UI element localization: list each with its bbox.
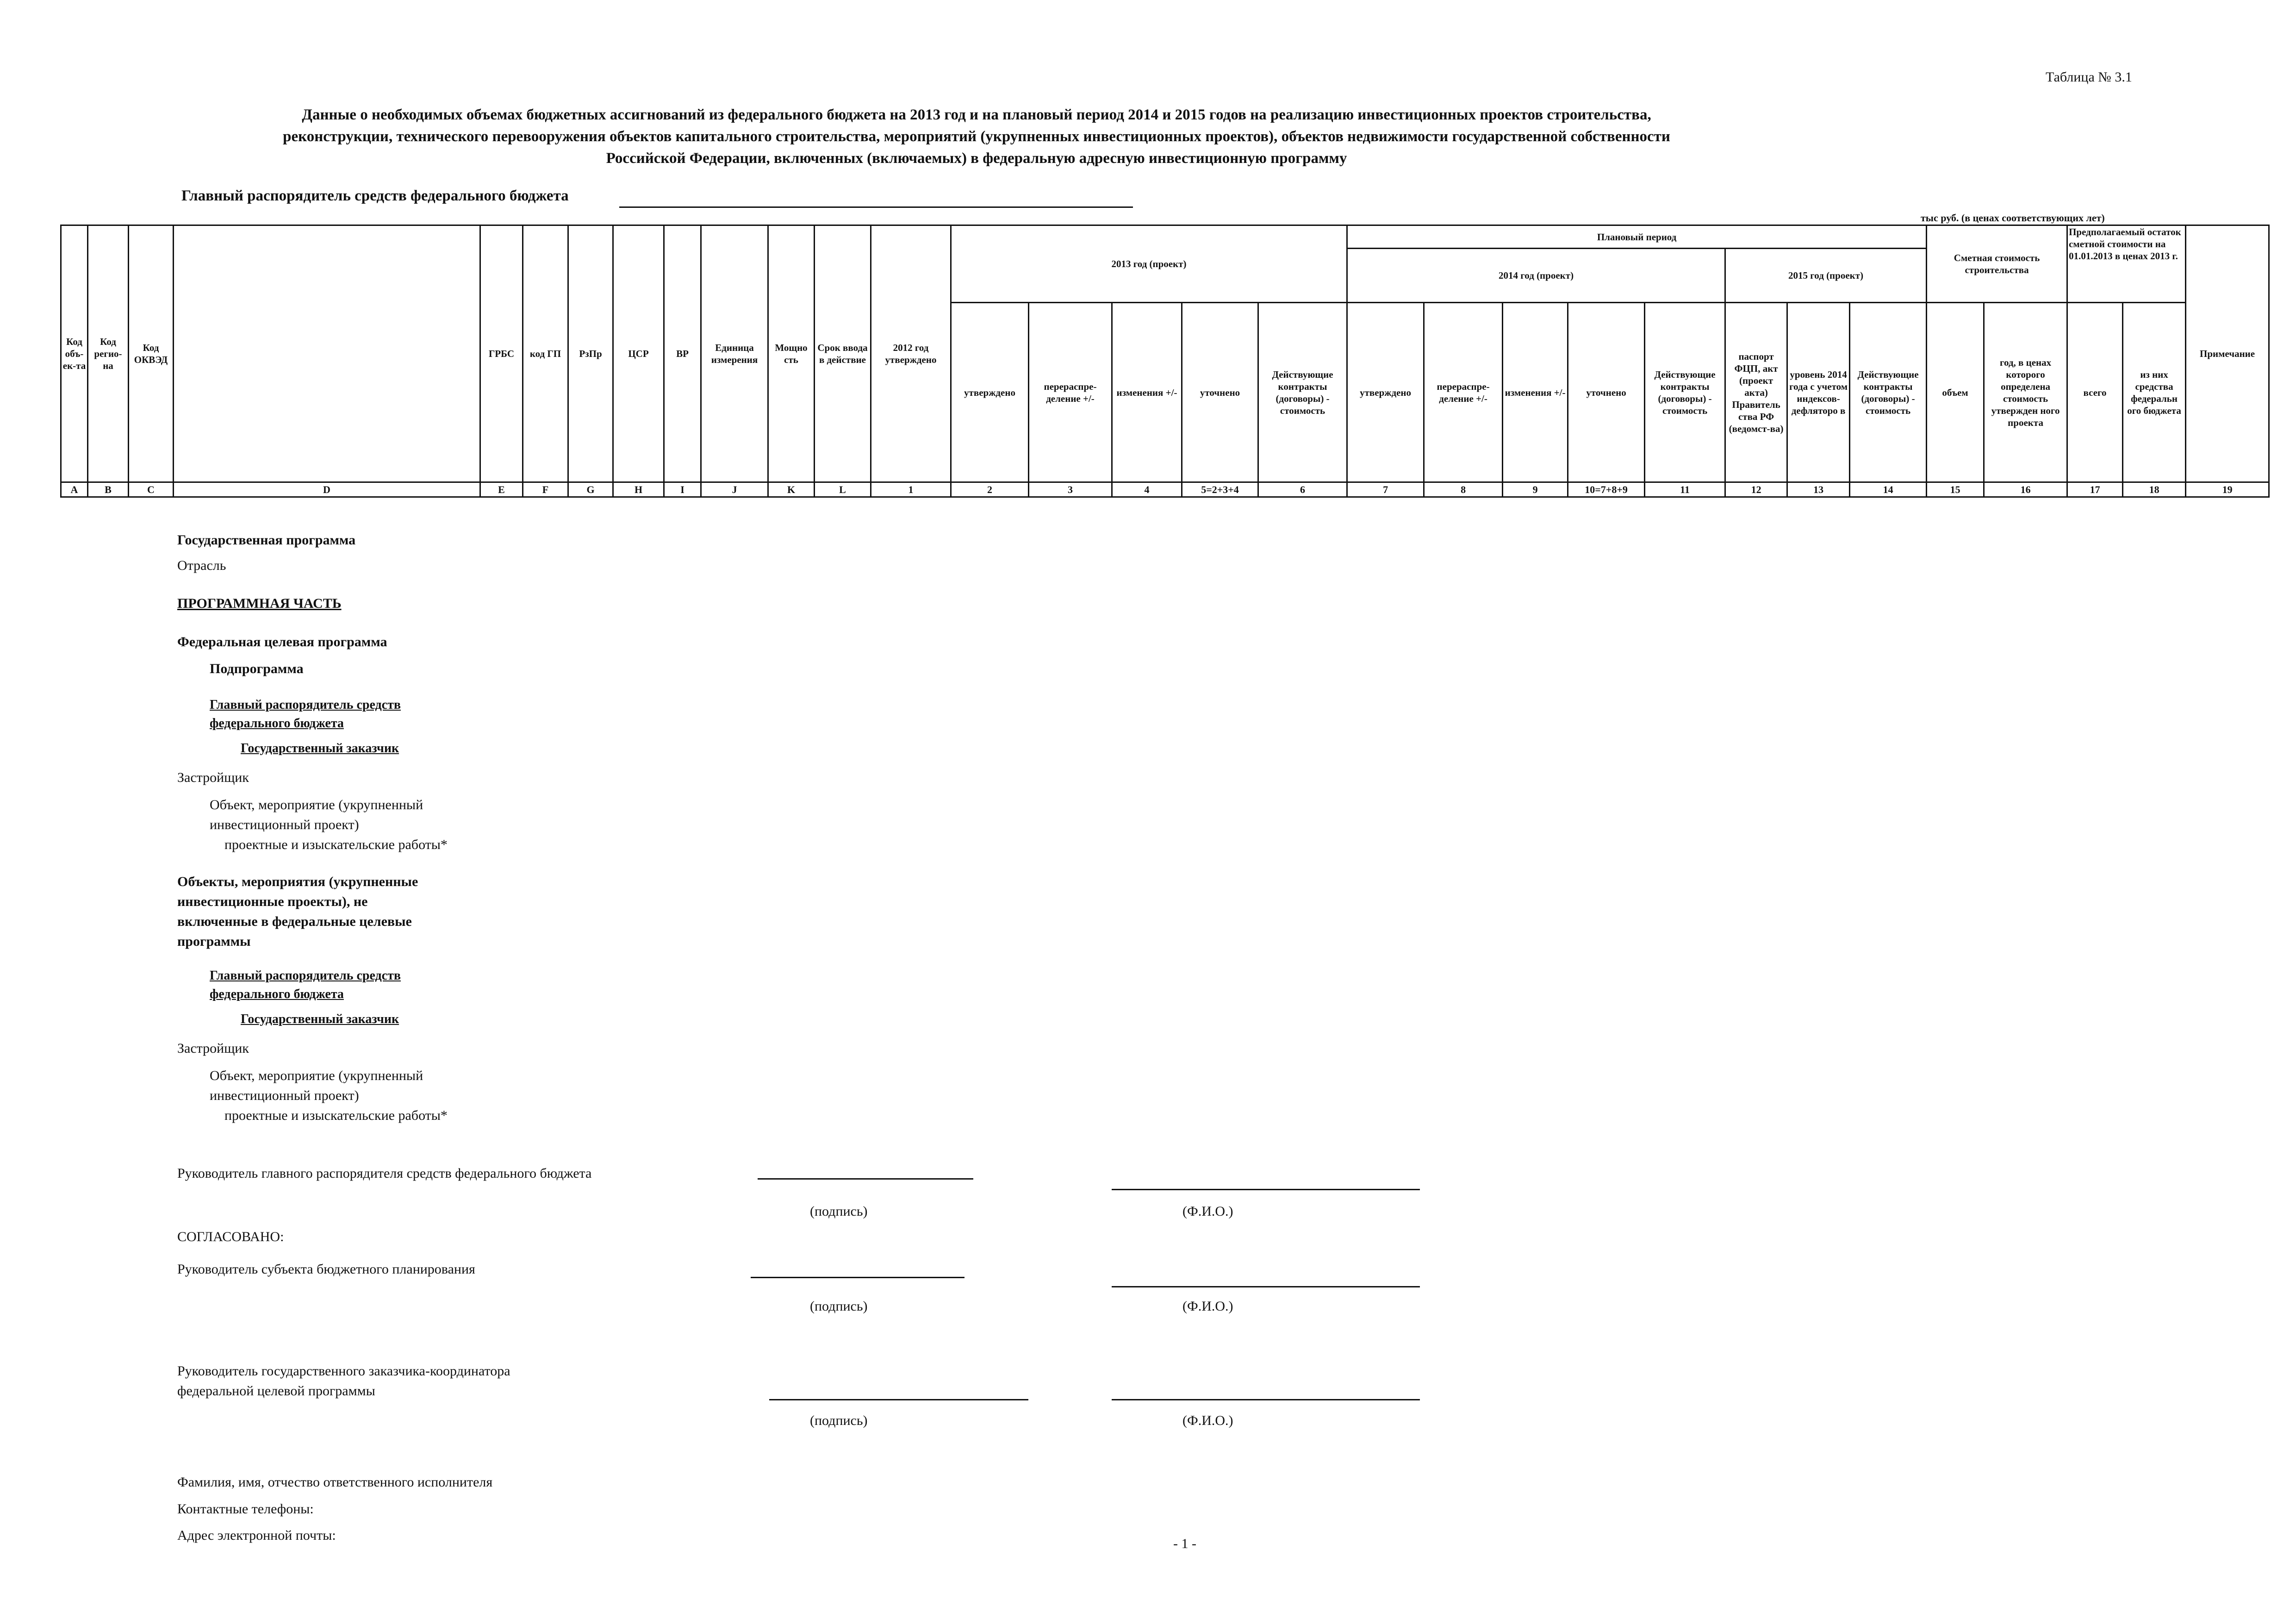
col-head-11: Действующие контракты (договоры) - стоимость [1645,303,1725,482]
code-cell: 15 [1927,482,1984,497]
object-block-1 [210,795,448,855]
manager-name-line [1112,1189,1420,1190]
signature-caption-2: (подпись) [810,1299,868,1314]
coordinator-name-line [1112,1399,1420,1400]
main-manager-label: Главный распорядитель средств федерального бюджета [181,187,569,204]
signature-caption-3: (подпись) [810,1413,868,1428]
col-head-a: Код объ-ек-та [61,225,88,482]
group-planned-period: Плановый период [1347,225,1927,249]
developer-label-1: Застройщик [177,770,249,785]
name-caption-3: (Ф.И.О.) [1182,1413,1233,1428]
col-head-9: изменения +/- [1503,303,1568,482]
col-head-3: перераспре-деление +/- [1029,303,1112,482]
main-manager-line-1: Главный распорядитель средств [210,968,401,983]
code-cell: G [568,482,613,497]
table-number: Таблица № 3.1 [2046,69,2132,85]
main-manager-line-1: Главный распорядитель средств [210,698,401,712]
code-cell: 18 [2123,482,2186,497]
manager-signature-label: Руководитель главного распорядителя средств федерального бюджета [177,1166,592,1181]
code-cell: E [480,482,523,497]
code-cell: F [523,482,568,497]
col-head-b: Код регио-на [88,225,129,482]
design-works-2: проектные и изыскательские работы* [224,1108,448,1123]
col-head-c: Код ОКВЭД [129,225,174,482]
code-cell: 9 [1503,482,1568,497]
col-head-j: Единица измерения [701,225,768,482]
object-block-2 [210,1066,448,1125]
non-fcp-line: Объекты, мероприятия (укрупненные [177,874,418,889]
signature-caption-1: (подпись) [810,1204,868,1219]
col-head-f: код ГП [523,225,568,482]
code-cell: I [664,482,701,497]
budget-planning-head-label: Руководитель субъекта бюджетного планирования [177,1262,475,1277]
executor-label: Фамилия, имя, отчество ответственного исполнителя [177,1474,493,1490]
code-cell: 2 [951,482,1029,497]
code-cell: 6 [1258,482,1347,497]
col-head-12: паспорт ФЦП, акт (проект акта) Правитель ства РФ (ведомст-ва) [1725,303,1787,482]
col-head-d [174,225,480,482]
code-cell: D [174,482,480,497]
group-2014: 2014 год (проект) [1347,249,1725,303]
main-manager-line-2: федерального бюджета [210,716,344,731]
code-cell: L [815,482,871,497]
manager-signature-line [758,1178,973,1180]
column-codes-row [61,482,2269,497]
code-cell: 4 [1112,482,1182,497]
col-head-18: из них средства федеральн ого бюджета [2123,303,2186,482]
object-line-1: Объект, мероприятие (укрупненный [210,797,423,812]
group-estimate-cost: Сметная стоимость строительства [1927,225,2067,303]
title-line-2: реконструкции, технического перевооружения объектов капитального строительства, мероприятий (укрупненных инвестиционных проектов), объектов недвижимости государственной собственности [283,128,1670,145]
code-cell: H [613,482,664,497]
col-head-l: Срок ввода в действие [815,225,871,482]
group-2015: 2015 год (проект) [1725,249,1927,303]
non-fcp-line: программы [177,934,251,949]
non-fcp-block [177,872,418,951]
code-cell: 14 [1850,482,1927,497]
object-line-2: инвестиционный проект) [210,1088,359,1103]
code-cell: K [768,482,815,497]
col-head-17: всего [2067,303,2123,482]
code-cell: B [88,482,129,497]
col-head-4: изменения +/- [1112,303,1182,482]
budget-table [60,225,2270,498]
program-part-heading: ПРОГРАММНАЯ ЧАСТЬ [177,596,342,611]
code-cell: C [129,482,174,497]
subprogram-label: Подпрограмма [210,661,304,676]
main-manager-block-2 [210,967,401,1004]
col-head-e: ГРБС [480,225,523,482]
col-head-14: Действующие контракты (договоры) - стоимость [1850,303,1927,482]
code-cell: 13 [1787,482,1850,497]
code-cell: 10=7+8+9 [1568,482,1645,497]
code-cell: 17 [2067,482,2123,497]
non-fcp-line: включенные в федеральные целевые [177,914,412,929]
col-head-16: год, в ценах которого определена стоимость утвержден ного проекта [1984,303,2067,482]
col-head-15: объем [1927,303,1984,482]
coordinator-label [177,1361,510,1401]
agreed-label: СОГЛАСОВАНО: [177,1229,284,1244]
state-customer-label-1: Государственный заказчик [241,741,399,756]
col-head-1: 2012 год утверждено [871,225,951,482]
col-head-13: уровень 2014 года с учетом индексов-дефляторо в [1787,303,1850,482]
col-head-7: утверждено [1347,303,1424,482]
design-works-1: проектные и изыскательские работы* [224,837,448,852]
col-head-10: уточнено [1568,303,1645,482]
code-cell: 19 [2186,482,2269,497]
coordinator-line-2: федеральной целевой программы [177,1383,375,1399]
col-head-8: перераспре-деление +/- [1424,303,1503,482]
main-manager-fill-line [619,206,1133,208]
budget-signature-line [751,1277,964,1278]
name-caption-1: (Ф.И.О.) [1182,1204,1233,1219]
fcp-label: Федеральная целевая программа [177,634,387,650]
col-head-g: РзПр [568,225,613,482]
phones-label: Контактные телефоны: [177,1501,314,1517]
col-head-h: ЦСР [613,225,664,482]
developer-label-2: Застройщик [177,1041,249,1056]
industry-label: Отрасль [177,558,226,573]
col-head-i: ВР [664,225,701,482]
coordinator-signature-line [769,1399,1028,1400]
non-fcp-line: инвестиционные проекты), не [177,894,368,909]
code-cell: 8 [1424,482,1503,497]
group-expected-balance: Предполагаемый остаток сметной стоимости на 01.01.2013 в ценах 2013 г. [2067,225,2186,303]
code-cell: 12 [1725,482,1787,497]
group-2013: 2013 год (проект) [951,225,1347,303]
code-cell: A [61,482,88,497]
page-number: - 1 - [1173,1536,1196,1551]
code-cell: 16 [1984,482,2067,497]
code-cell: 1 [871,482,951,497]
main-manager-block-1 [210,696,401,733]
budget-name-line [1112,1286,1420,1287]
state-program-label: Государственная программа [177,532,356,548]
col-head-k: Мощно сть [768,225,815,482]
object-line-2: инвестиционный проект) [210,817,359,832]
coordinator-line-1: Руководитель государственного заказчика-координатора [177,1363,510,1379]
col-head-2: утверждено [951,303,1029,482]
code-cell: 5=2+3+4 [1182,482,1258,497]
name-caption-2: (Ф.И.О.) [1182,1299,1233,1314]
code-cell: 7 [1347,482,1424,497]
code-cell: J [701,482,768,497]
units-note: тыс руб. (в ценах соответствующих лет) [1921,212,2105,224]
document-title [176,104,1777,169]
object-line-1: Объект, мероприятие (укрупненный [210,1068,423,1083]
main-manager-line-2: федерального бюджета [210,987,344,1001]
title-line-1: Данные о необходимых объемах бюджетных ассигнований из федерального бюджета на 2013 год и на плановый период 2014 и 2015 годов на реализацию инвестиционных проектов строительства, [302,106,1651,123]
col-head-6: Действующие контракты (договоры) - стоимость [1258,303,1347,482]
email-label: Адрес электронной почты: [177,1528,336,1543]
state-customer-label-2: Государственный заказчик [241,1012,399,1026]
col-head-5: уточнено [1182,303,1258,482]
code-cell: 3 [1029,482,1112,497]
title-line-3: Российской Федерации, включенных (включаемых) в федеральную адресную инвестиционную программу [606,150,1347,167]
col-head-19: Примечание [2186,225,2269,482]
code-cell: 11 [1645,482,1725,497]
